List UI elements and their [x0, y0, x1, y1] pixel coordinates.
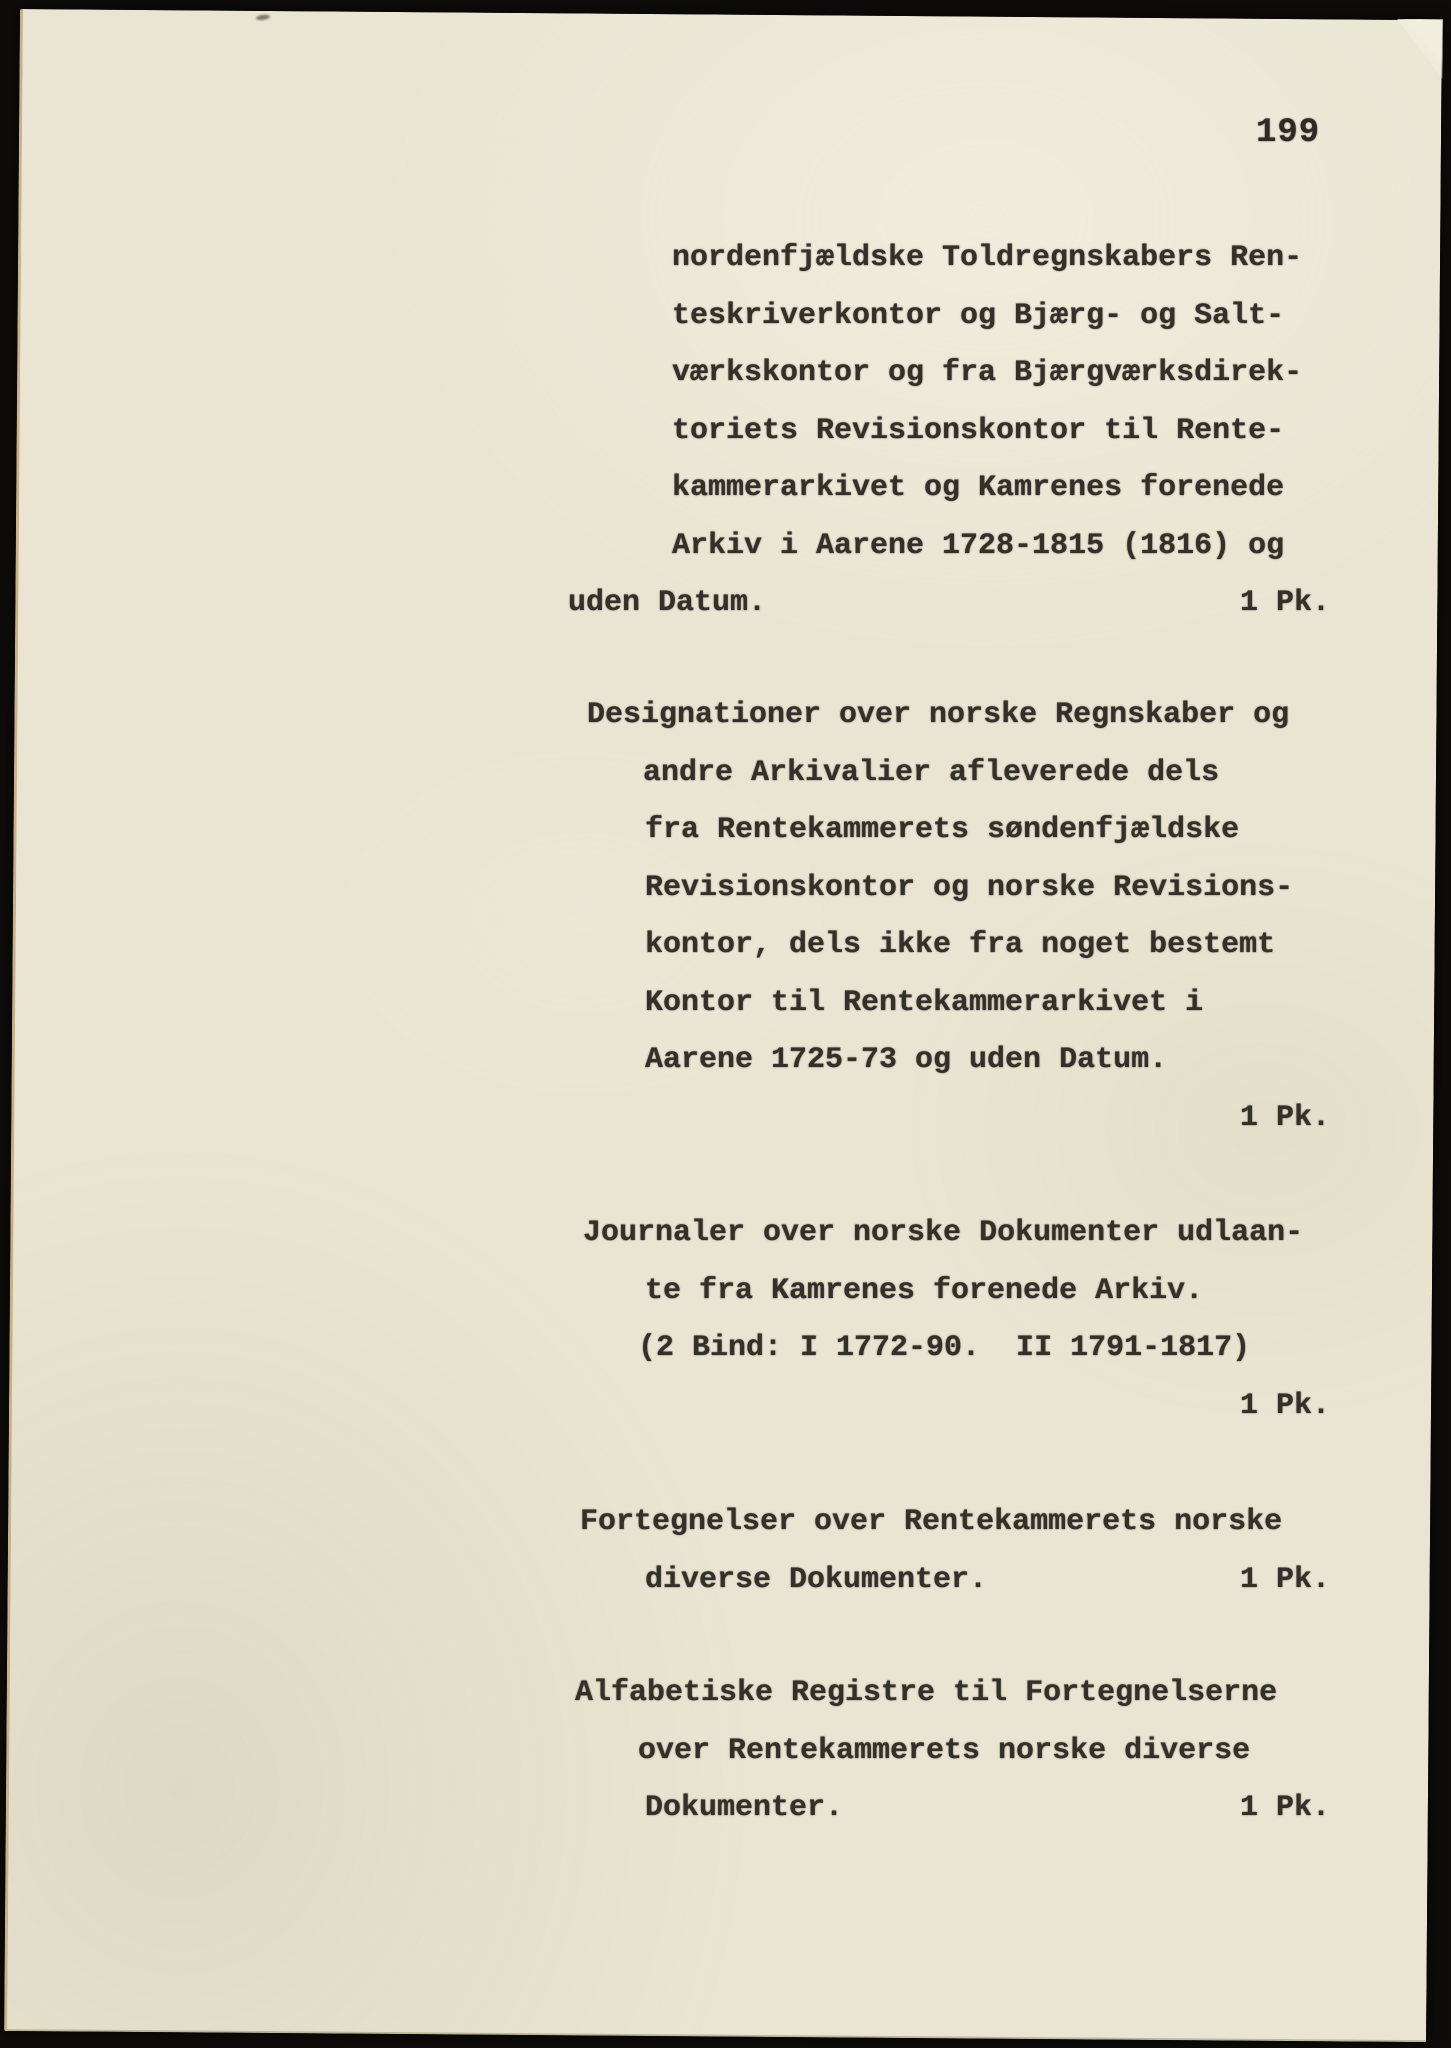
document-line: te fra Kamrenes forenede Arkiv. [645, 1274, 1204, 1308]
document-line: Revisionskontor og norske Revisions- [645, 871, 1294, 905]
document-line: Aarene 1725-73 og uden Datum. [645, 1043, 1168, 1077]
document-line: over Rentekammerets norske diverse [638, 1734, 1251, 1768]
document-line: Journaler over norske Dokumenter udlaan- [583, 1216, 1304, 1250]
document-line: Fortegnelser over Rentekammerets norske [580, 1505, 1283, 1539]
document-line: teskriverkontor og Bjærg- og Salt- [672, 299, 1285, 333]
document-line: nordenfjældske Toldregnskabers Ren- [672, 241, 1303, 275]
document-line: Designationer over norske Regnskaber og [587, 698, 1290, 732]
quantity-label: 1 Pk. [1240, 1563, 1331, 1597]
quantity-label: 1 Pk. [1240, 1389, 1331, 1423]
quantity-label: 1 Pk. [1240, 586, 1331, 620]
document-line: toriets Revisionskontor til Rente- [672, 414, 1285, 448]
document-line: fra Rentekammerets søndenfjældske [645, 813, 1240, 847]
document-line: værkskontor og fra Bjærgværksdirek- [672, 356, 1303, 390]
document-line: andre Arkivalier afleverede dels [643, 756, 1220, 790]
quantity-label: 1 Pk. [1240, 1101, 1331, 1135]
page-number: 199 [1256, 114, 1321, 152]
quantity-label: 1 Pk. [1240, 1791, 1331, 1825]
document-line: Kontor til Rentekammerarkivet i [645, 986, 1204, 1020]
document-line: kontor, dels ikke fra noget bestemt [645, 928, 1276, 962]
document-line: Dokumenter. [645, 1791, 844, 1825]
document-line: (2 Bind: I 1772-90. II 1791-1817) [638, 1331, 1251, 1365]
document-line: diverse Dokumenter. [645, 1563, 988, 1597]
document-line: Alfabetiske Registre til Fortegnelserne [575, 1676, 1278, 1710]
document-line: Arkiv i Aarene 1728-1815 (1816) og [672, 529, 1285, 563]
document-line: kammerarkivet og Kamrenes forenede [672, 471, 1285, 505]
document-line: uden Datum. [568, 586, 767, 620]
